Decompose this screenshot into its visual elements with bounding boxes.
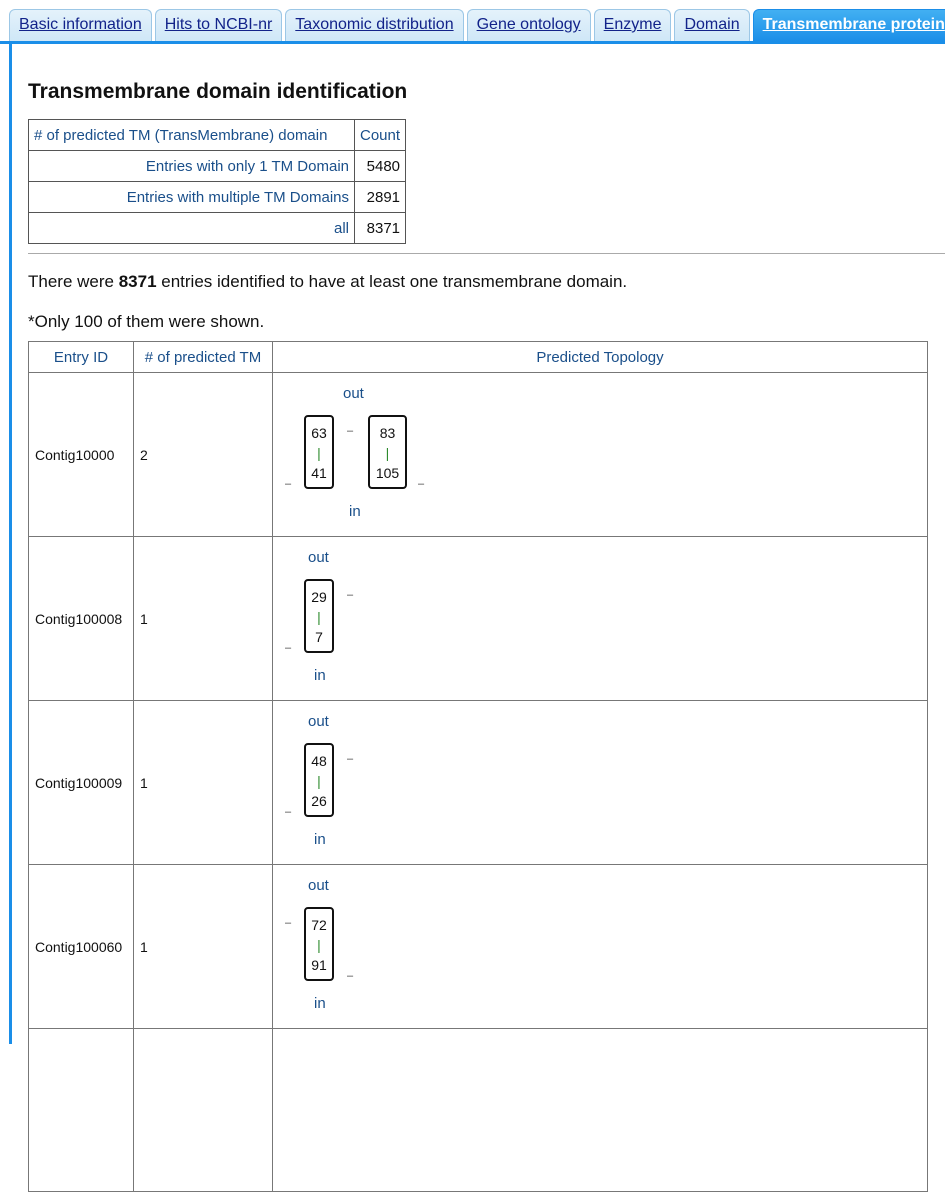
display-note: *Only 100 of them were shown. xyxy=(28,312,265,331)
topology-line: – xyxy=(347,753,354,765)
table-row xyxy=(29,701,928,865)
entry-id: Contig100060 xyxy=(29,865,134,1029)
topology-line: – xyxy=(285,806,292,818)
topology-cell xyxy=(273,373,928,537)
tm-end: 105 xyxy=(375,465,400,481)
header-predicted-tm: # of predicted TM xyxy=(134,342,273,373)
topology-line: – xyxy=(347,425,354,437)
tm-start: 48 xyxy=(311,753,327,769)
topology-cell xyxy=(273,865,928,1029)
header-count: Count xyxy=(355,120,406,151)
tm-domain-box xyxy=(304,415,334,489)
tm-count: 1 xyxy=(134,865,273,1029)
row-label: all xyxy=(29,213,355,244)
tm-count: 1 xyxy=(134,701,273,865)
topology-diagram xyxy=(273,701,927,864)
in-label: in xyxy=(314,995,326,1012)
topology-cell xyxy=(273,701,928,865)
tm-count: 2 xyxy=(134,373,273,537)
tm-end: 7 xyxy=(315,629,323,645)
tm-count xyxy=(134,1029,273,1192)
tab-gene-ontology[interactable]: Gene ontology xyxy=(467,9,591,41)
entry-id: Contig100009 xyxy=(29,701,134,865)
row-label: Entries with multiple TM Domains xyxy=(29,182,355,213)
topology-line: – xyxy=(285,478,292,490)
tm-domain-box xyxy=(304,743,334,817)
header-entry-id: Entry ID xyxy=(29,342,134,373)
header-predicted-topology: Predicted Topology xyxy=(273,342,928,373)
topology-line: – xyxy=(347,589,354,601)
table-row xyxy=(29,213,406,244)
table-header-row xyxy=(29,120,406,151)
topology-line: – xyxy=(285,917,292,929)
row-count: 8371 xyxy=(355,213,406,244)
tm-end: 91 xyxy=(311,957,327,973)
tm-span-bar: | xyxy=(317,937,321,953)
tab-hits-to-ncbi-nr[interactable]: Hits to NCBI-nr xyxy=(155,9,283,41)
tm-domain-box xyxy=(304,579,334,653)
tm-count: 1 xyxy=(134,537,273,701)
entry-id xyxy=(29,1029,134,1192)
tm-domain-box xyxy=(304,907,334,981)
table-row xyxy=(29,151,406,182)
row-count: 2891 xyxy=(355,182,406,213)
out-label: out xyxy=(343,385,364,402)
topology-cell xyxy=(273,1029,928,1192)
table-row xyxy=(29,537,928,701)
statement-count: 8371 xyxy=(118,272,157,291)
tm-span-bar: | xyxy=(317,445,321,461)
tm-end: 41 xyxy=(311,465,327,481)
in-label: in xyxy=(314,831,326,848)
table-row xyxy=(29,1029,928,1192)
topology-line: – xyxy=(347,970,354,982)
tm-end: 26 xyxy=(311,793,327,809)
tm-start: 72 xyxy=(311,917,327,933)
tm-start: 83 xyxy=(379,425,396,441)
divider xyxy=(28,253,945,254)
tm-span-bar: | xyxy=(317,609,321,625)
page-title: Transmembrane domain identification xyxy=(28,80,408,103)
topology-line: – xyxy=(285,642,292,654)
table-header-row xyxy=(29,342,928,373)
table-row xyxy=(29,373,928,537)
row-label: Entries with only 1 TM Domain xyxy=(29,151,355,182)
topology-diagram xyxy=(273,373,927,536)
tab-bar xyxy=(0,0,945,44)
topology-line: – xyxy=(418,478,425,490)
summary-statement xyxy=(28,272,945,296)
tab-basic-information[interactable]: Basic information xyxy=(9,9,152,41)
topology-diagram xyxy=(273,865,927,1028)
content-left-border xyxy=(9,44,12,1044)
in-label: in xyxy=(314,667,326,684)
statement-prefix: There were xyxy=(28,272,119,291)
tm-span-bar: | xyxy=(317,773,321,789)
header-tm-domain: # of predicted TM (TransMembrane) domain xyxy=(29,120,355,151)
statement-suffix: entries identified to have at least one transmembrane domain. xyxy=(156,272,628,291)
row-count: 5480 xyxy=(355,151,406,182)
topology-diagram xyxy=(273,537,927,700)
table-row xyxy=(29,865,928,1029)
tm-summary-table xyxy=(28,119,406,244)
tab-enzyme[interactable]: Enzyme xyxy=(594,9,672,41)
entry-id: Contig100008 xyxy=(29,537,134,701)
table-row xyxy=(29,182,406,213)
out-label: out xyxy=(308,713,329,730)
tab-domain[interactable]: Domain xyxy=(674,9,749,41)
out-label: out xyxy=(308,877,329,894)
tm-start: 29 xyxy=(311,589,327,605)
main-content xyxy=(28,44,945,1192)
out-label: out xyxy=(308,549,329,566)
tm-span-bar: | xyxy=(385,445,390,461)
tm-start: 63 xyxy=(311,425,327,441)
tab-taxonomic-distribution[interactable]: Taxonomic distribution xyxy=(285,9,463,41)
entry-id: Contig10000 xyxy=(29,373,134,537)
in-label: in xyxy=(349,503,361,520)
tab-transmembrane-protein[interactable]: Transmembrane protein xyxy=(753,9,945,41)
topology-cell xyxy=(273,537,928,701)
tm-domain-box xyxy=(368,415,407,489)
topology-table xyxy=(28,341,928,1192)
